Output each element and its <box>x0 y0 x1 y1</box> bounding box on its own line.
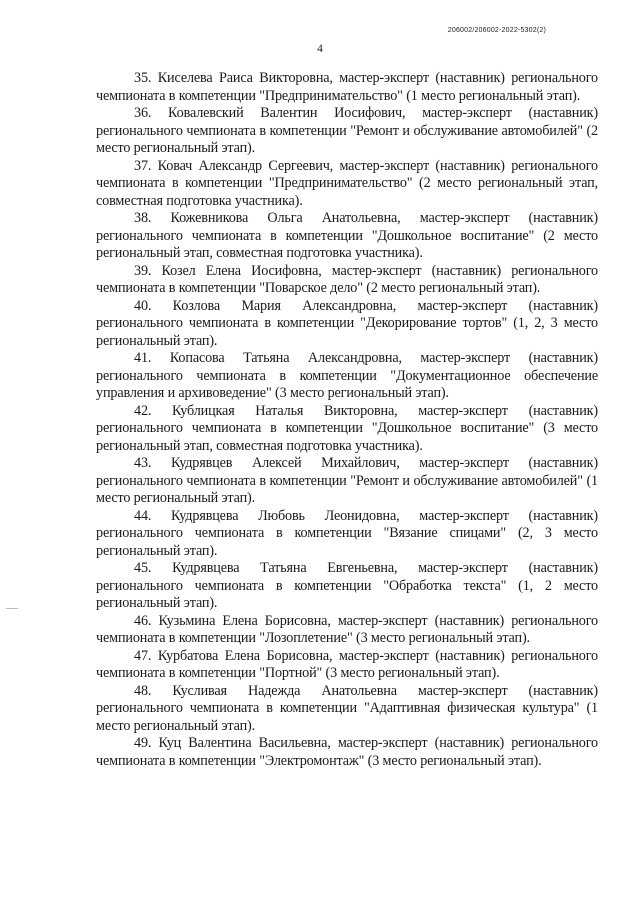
list-item: 42. Кублицкая Наталья Викторовна, мастер-эксперт (наставник) регионального чемпионата в компетенции "Дошкольное воспитание" (3 место региональный этап, совместная подготовка участника). <box>96 402 598 454</box>
list-item: 43. Кудрявцев Алексей Михайлович, мастер-эксперт (наставник) регионального чемпионата в компетенции "Ремонт и обслуживание автомобилей" (1 место региональный этап). <box>96 455 598 506</box>
list-item: 35. Киселева Раиса Викторовна, мастер-эксперт (наставник) регионального чемпионата в компетенции "Предпринимательство" (1 место региональный этап). <box>96 70 598 104</box>
list-item: 48. Кусливая Надежда Анатольевна мастер-эксперт (наставник) регионального чемпионата в компетенции "Адаптивная физическая культура" (1 место региональный этап). <box>96 682 598 734</box>
page-number: 4 <box>317 43 323 55</box>
document-id: 206002/206002-2022-5302(2) <box>447 27 546 34</box>
list-item: 45. Кудрявцева Татьяна Евгеньевна, мастер-эксперт (наставник) регионального чемпионата в компетенции "Обработка текста" (1, 2 место региональный этап). <box>96 560 598 611</box>
document-body <box>96 70 598 770</box>
list-item: 44. Кудрявцева Любовь Леонидовна, мастер-эксперт (наставник) регионального чемпионата в компетенции "Вязание спицами" (2, 3 место региональный этап). <box>96 507 598 559</box>
list-item: 36. Ковалевский Валентин Иосифович, мастер-эксперт (наставник) регионального чемпионата в компетенции "Ремонт и обслуживание автомобилей" (2 место региональный этап). <box>96 105 598 156</box>
list-item: 47. Курбатова Елена Борисовна, мастер-эксперт (наставник) регионального чемпионата в компетенции "Портной" (3 место региональный этап). <box>96 647 598 681</box>
list-item: 41. Копасова Татьяна Александровна, мастер-эксперт (наставник) регионального чемпионата в компетенции "Документационное обеспечение управления и архивоведение" (3 место региональный этап). <box>96 350 598 401</box>
list-item: 39. Козел Елена Иосифовна, мастер-эксперт (наставник) регионального чемпионата в компетенции "Поварское дело" (2 место региональный этап). <box>96 262 598 296</box>
list-item: 49. Куц Валентина Васильевна, мастер-эксперт (наставник) регионального чемпионата в компетенции "Электромонтаж" (3 место региональный этап). <box>96 735 598 769</box>
list-item: 38. Кожевникова Ольга Анатольевна, мастер-эксперт (наставник) регионального чемпионата в компетенции "Дошкольное воспитание" (2 место региональный этап, совместная подготовка участника). <box>96 210 598 261</box>
list-item: 46. Кузьмина Елена Борисовна, мастер-эксперт (наставник) регионального чемпионата в компетенции "Лозоплетение" (3 место региональный этап). <box>96 612 598 646</box>
list-item: 37. Ковач Александр Сергеевич, мастер-эксперт (наставник) регионального чемпионата в компетенции "Предпринимательство" (2 место региональный этап, совместная подготовка участника). <box>96 157 598 209</box>
margin-mark <box>6 608 18 609</box>
list-item: 40. Козлова Мария Александровна, мастер-эксперт (наставник) регионального чемпионата в компетенции "Декорирование тортов" (1, 2, 3 место региональный этап). <box>96 297 598 349</box>
